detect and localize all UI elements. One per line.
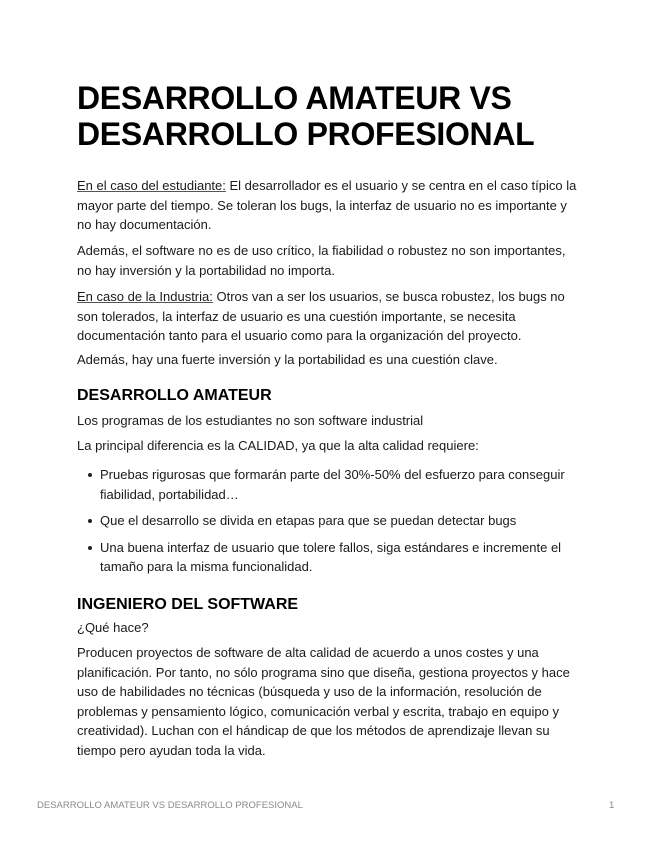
intro-paragraph-2: Además, el software no es de uso crítico, la fiabilidad o robustez no son importantes, no hay inversión y la portabilidad no importa. bbox=[77, 243, 566, 278]
footer-title: DESARROLLO AMATEUR VS DESARROLLO PROFESIONAL bbox=[37, 800, 303, 811]
ingeniero-question: ¿Qué hace? bbox=[77, 620, 149, 635]
page-number: 1 bbox=[609, 800, 615, 811]
page-title: DESARROLLO AMATEUR VS DESARROLLO PROFESIONAL bbox=[77, 80, 535, 152]
amateur-paragraph-2: La principal diferencia es la CALIDAD, ya que la alta calidad requiere: bbox=[77, 438, 479, 453]
section-heading-ingeniero: INGENIERO DEL SOFTWARE bbox=[77, 596, 299, 613]
section-heading-amateur: DESARROLLO AMATEUR bbox=[77, 387, 272, 404]
amateur-paragraph-1: Los programas de los estudiantes no son software industrial bbox=[77, 413, 424, 428]
list-item: Pruebas rigurosas que formarán parte del 30%-50% del esfuerzo para conseguir fiabilidad, portabilidad… bbox=[77, 465, 582, 504]
list-item: Una buena interfaz de usuario que tolere fallos, siga estándares e incremente el tamaño para la misma funcionalidad. bbox=[77, 538, 582, 577]
industry-text: Otros van a ser los usuarios, se busca robustez, los bugs no son tolerados, la interfaz de usuario es una cuestión importante, se necesita documentación tanto para el usuario como para la organización del proyecto. bbox=[77, 289, 565, 343]
intro-paragraph-student bbox=[77, 176, 582, 235]
student-label: En el caso del estudiante: bbox=[77, 178, 226, 193]
intro-paragraph-4: Además, hay una fuerte inversión y la portabilidad es una cuestión clave. bbox=[77, 352, 498, 367]
ingeniero-paragraph: Producen proyectos de software de alta calidad de acuerdo a unos costes y una planificación. Por tanto, no sólo programa sino que diseña, gestiona proyectos y hace uso de habilidades no técnicas (búsqueda y uso de la información, resolución de problemas y pensamiento lógico, comunicación verbal y escrita, trabajo en equipo y creatividad). Luchan con el hándicap de que los métodos de aprendizaje llevan su tiempo pero ayudan toda la vida. bbox=[77, 645, 570, 758]
industry-label: En caso de la Industria: bbox=[77, 289, 213, 304]
quality-list bbox=[77, 465, 582, 577]
student-text: El desarrollador es el usuario y se centra en el caso típico la mayor parte del tiempo. Se toleran los bugs, la interfaz de usuario no es importante y no hay documentación. bbox=[77, 178, 577, 232]
intro-paragraph-industry bbox=[77, 287, 582, 346]
list-item: Que el desarrollo se divida en etapas para que se puedan detectar bugs bbox=[77, 511, 582, 531]
